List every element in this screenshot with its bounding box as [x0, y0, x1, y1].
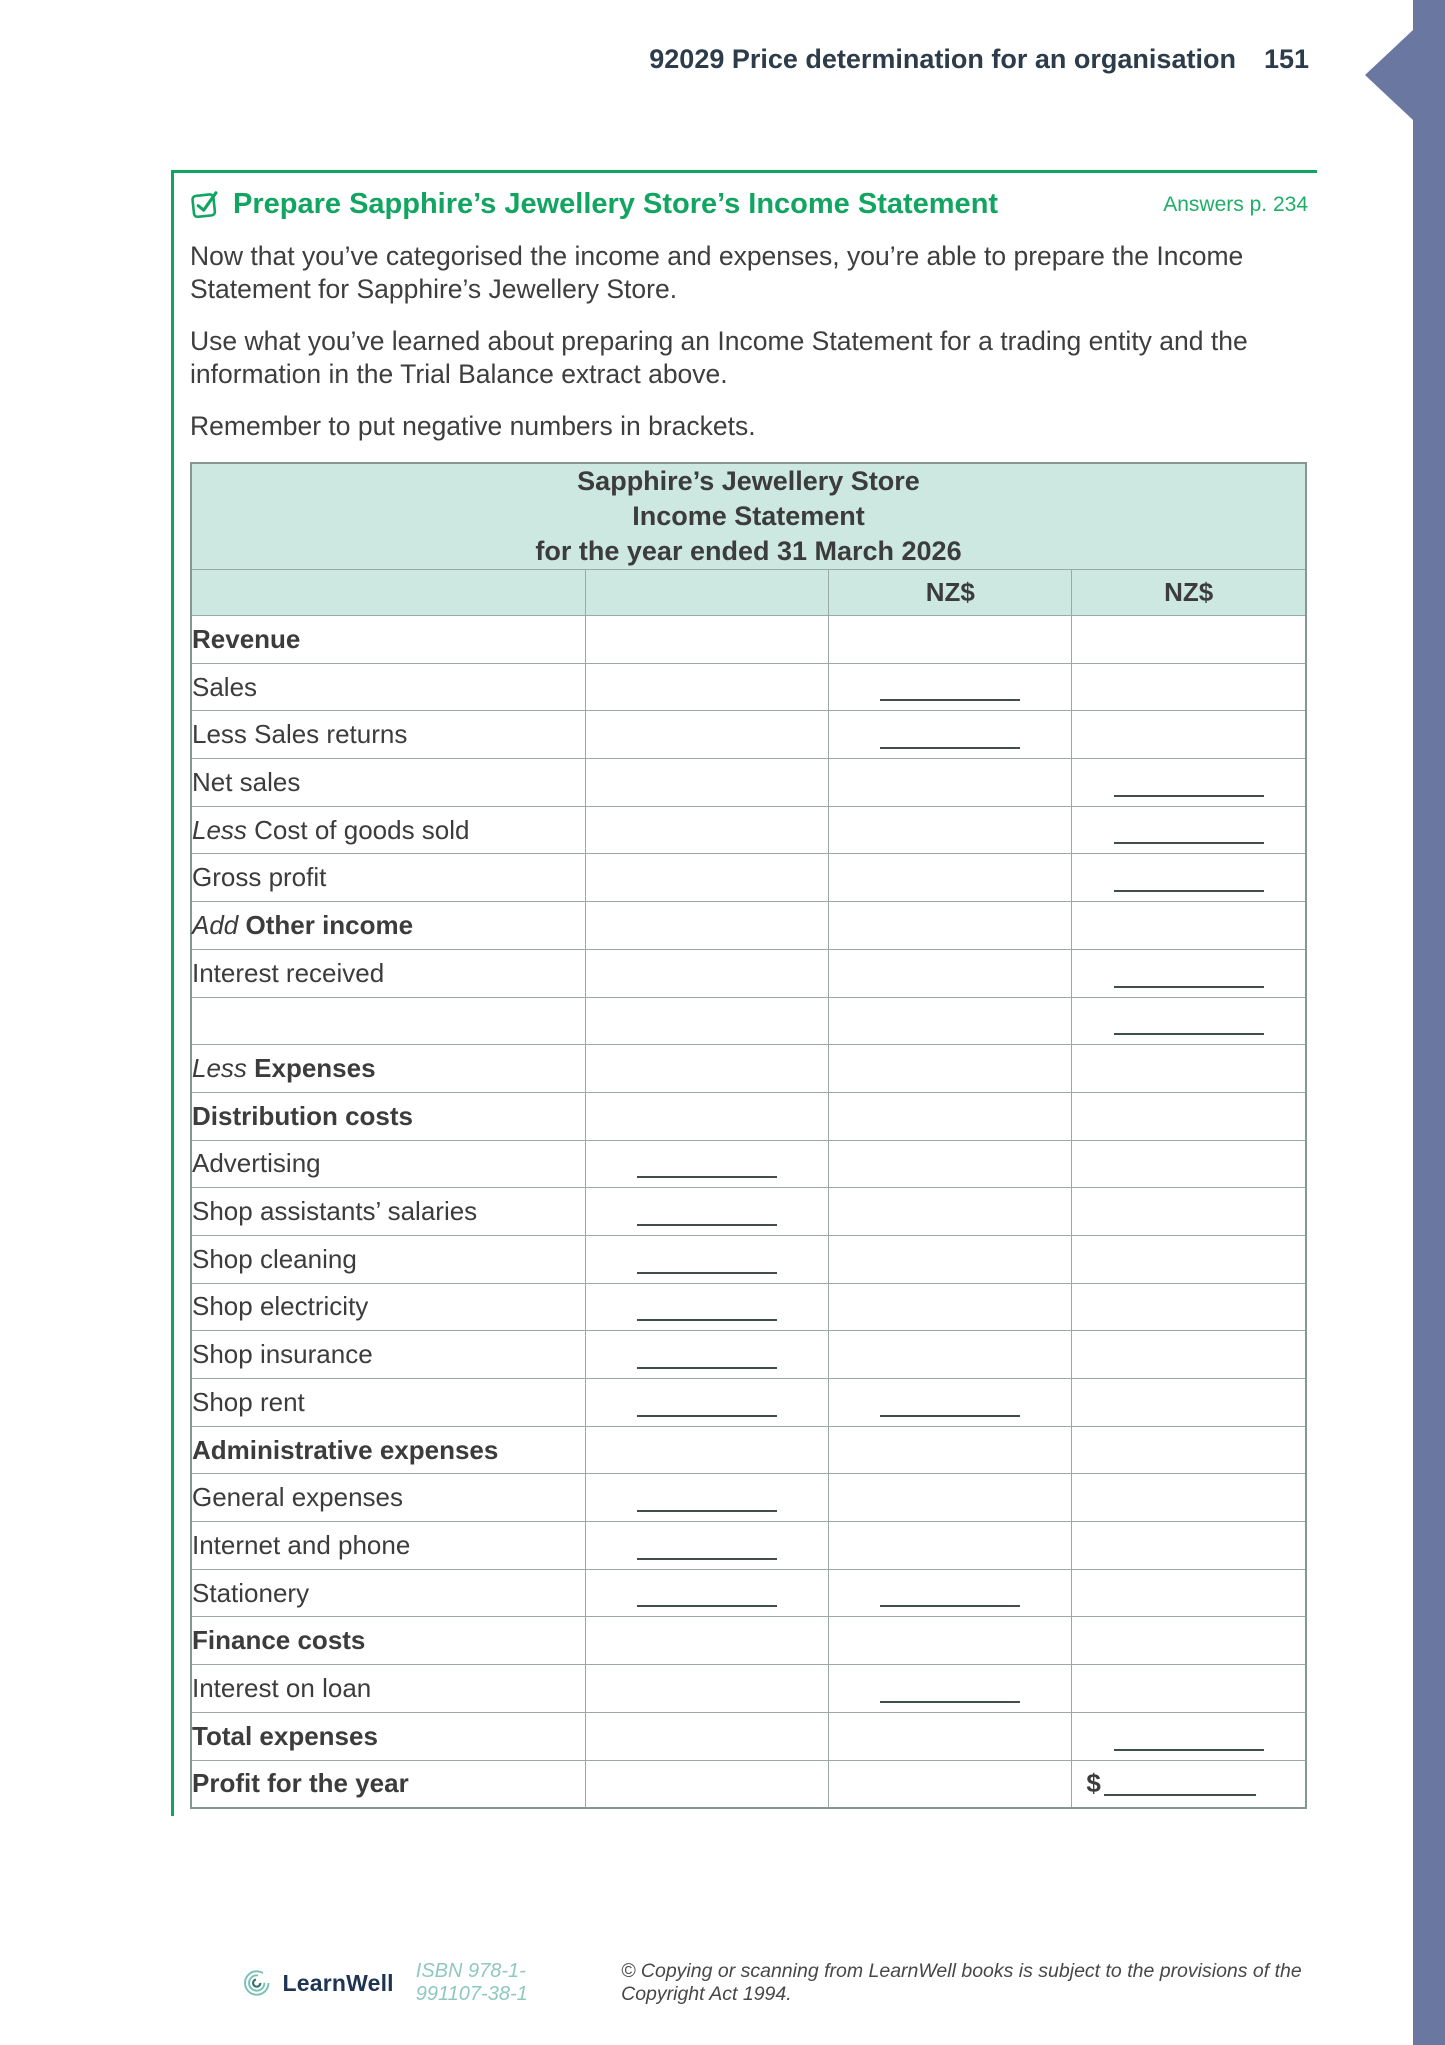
- row-label-text: Total expenses: [192, 1720, 378, 1751]
- amount-cell: [586, 1474, 829, 1522]
- amount-cell: [586, 1617, 829, 1665]
- statement-row: [191, 1235, 1306, 1283]
- statement-row: [191, 1617, 1306, 1665]
- amount-cell: [829, 1665, 1072, 1713]
- amount-cell: [586, 1569, 829, 1617]
- row-label: [191, 1426, 586, 1474]
- row-label: [191, 902, 586, 950]
- statement-row: [191, 997, 1306, 1045]
- row-label: [191, 854, 586, 902]
- amount-cell: [1072, 902, 1306, 950]
- statement-row: [191, 616, 1306, 664]
- answer-line[interactable]: [637, 1367, 777, 1369]
- statement-title-row: [191, 463, 1306, 570]
- chapter-title: 92029 Price determination for an organisation: [649, 44, 1236, 74]
- amount-cell: [1072, 1140, 1306, 1188]
- answer-line[interactable]: [1114, 986, 1264, 988]
- answer-line[interactable]: [880, 747, 1020, 749]
- answer-line[interactable]: [880, 1605, 1020, 1607]
- answer-line[interactable]: [880, 1415, 1020, 1417]
- amount-cell: [829, 1045, 1072, 1093]
- statement-row: [191, 1188, 1306, 1236]
- row-label-text: Add: [192, 909, 246, 940]
- intro-paragraph: Now that you’ve categorised the income and expenses, you’re able to prepare the Income Statement for Sapphire’s Jewellery Store.: [190, 241, 1244, 304]
- row-label: [191, 1569, 586, 1617]
- row-label-text: Internet and phone: [192, 1529, 411, 1560]
- amount-cell: [829, 1760, 1072, 1808]
- row-label: [191, 616, 586, 664]
- row-label: [191, 1379, 586, 1427]
- amount-cell: [1072, 759, 1306, 807]
- amount-cell: [586, 1331, 829, 1379]
- statement-row: [191, 1712, 1306, 1760]
- column-header-nz: NZ$: [1072, 570, 1306, 616]
- profit-amount-field: [1086, 1768, 1255, 1799]
- amount-cell: [1072, 1045, 1306, 1093]
- statement-row: [191, 759, 1306, 807]
- amount-cell: [1072, 616, 1306, 664]
- statement-report-name: Income Statement: [632, 501, 865, 531]
- amount-cell: [1072, 1760, 1306, 1808]
- column-header-blank: [191, 570, 586, 616]
- amount-cell: [1072, 1665, 1306, 1713]
- row-label: [191, 1188, 586, 1236]
- answer-line[interactable]: [1114, 1033, 1264, 1035]
- answer-line[interactable]: [637, 1510, 777, 1512]
- row-label: [191, 1474, 586, 1522]
- row-label: [191, 1140, 586, 1188]
- amount-cell: [1072, 997, 1306, 1045]
- amount-cell: [1072, 949, 1306, 997]
- answer-line[interactable]: [1104, 1794, 1256, 1796]
- copyright-text: © Copying or scanning from LearnWell books is subject to the provisions of the Copyright Act 1994.: [621, 1960, 1302, 2005]
- row-label: [191, 949, 586, 997]
- amount-cell: [829, 1474, 1072, 1522]
- amount-cell: [829, 949, 1072, 997]
- amount-cell: [829, 902, 1072, 950]
- row-label-text: Shop assistants’ salaries: [192, 1196, 478, 1227]
- statement-row: [191, 1283, 1306, 1331]
- answer-line[interactable]: [637, 1272, 777, 1274]
- amount-cell: [829, 759, 1072, 807]
- amount-cell: [829, 1426, 1072, 1474]
- row-label: [191, 759, 586, 807]
- brand-name: LearnWell: [282, 1969, 394, 1996]
- statement-row: [191, 854, 1306, 902]
- learnwell-logo-icon: [243, 1966, 270, 2000]
- amount-cell: [586, 949, 829, 997]
- amount-cell: [586, 806, 829, 854]
- row-label-text: Stationery: [192, 1577, 310, 1608]
- checkbox-check-icon: [188, 186, 221, 220]
- statement-row: [191, 1045, 1306, 1093]
- amount-cell: [1072, 1188, 1306, 1236]
- statement-row: [191, 663, 1306, 711]
- statement-row: [191, 806, 1306, 854]
- row-label: [191, 711, 586, 759]
- amount-cell: [829, 1569, 1072, 1617]
- amount-cell: [829, 806, 1072, 854]
- statement-row: [191, 1569, 1306, 1617]
- amount-cell: [586, 663, 829, 711]
- answer-line[interactable]: [637, 1605, 777, 1607]
- row-label-text: Other income: [245, 909, 414, 940]
- amount-cell: [829, 997, 1072, 1045]
- answer-line[interactable]: [637, 1558, 777, 1560]
- activity-box: [171, 170, 1317, 1816]
- row-label-text: Shop electricity: [192, 1291, 369, 1322]
- row-label: [191, 1092, 586, 1140]
- amount-cell: [829, 711, 1072, 759]
- answer-line[interactable]: [1114, 1749, 1264, 1751]
- answer-line[interactable]: [880, 1701, 1020, 1703]
- row-label-text: Cost of goods sold: [254, 814, 470, 845]
- amount-cell: [829, 616, 1072, 664]
- isbn-text: ISBN 978-1-991107-38-1: [415, 1960, 528, 2005]
- statement-row: [191, 1665, 1306, 1713]
- row-label: [191, 663, 586, 711]
- page-header: [649, 44, 1309, 75]
- row-label: [191, 1712, 586, 1760]
- activity-title-row: [190, 188, 998, 221]
- amount-cell: [586, 1188, 829, 1236]
- statement-row: [191, 1379, 1306, 1427]
- amount-cell: [1072, 806, 1306, 854]
- amount-cell: [586, 1522, 829, 1570]
- answer-line[interactable]: [1114, 890, 1264, 892]
- row-label-text: Finance costs: [192, 1625, 366, 1656]
- statement-row: [191, 949, 1306, 997]
- amount-cell: [829, 1092, 1072, 1140]
- page-number: 151: [1263, 44, 1309, 74]
- answer-line[interactable]: [880, 699, 1020, 701]
- statement-row: [191, 902, 1306, 950]
- row-label-text: Administrative expenses: [192, 1434, 499, 1465]
- row-label-text: Revenue: [192, 623, 301, 654]
- row-label: [191, 1522, 586, 1570]
- row-label-text: Sales: [192, 671, 258, 702]
- amount-cell: [586, 1283, 829, 1331]
- amount-cell: [1072, 1283, 1306, 1331]
- statement-row: [191, 1140, 1306, 1188]
- row-label: [191, 1617, 586, 1665]
- row-label-text: Advertising: [192, 1148, 321, 1179]
- row-label-text: Interest received: [192, 957, 385, 988]
- amount-cell: [829, 1235, 1072, 1283]
- amount-cell: [1072, 1522, 1306, 1570]
- amount-cell: [586, 616, 829, 664]
- amount-cell: [586, 711, 829, 759]
- amount-cell: [1072, 711, 1306, 759]
- amount-cell: [829, 1712, 1072, 1760]
- amount-cell: [1072, 1617, 1306, 1665]
- statement-row: [191, 1474, 1306, 1522]
- amount-cell: [829, 854, 1072, 902]
- row-label: [191, 1235, 586, 1283]
- row-label: [191, 1760, 586, 1808]
- amount-cell: [586, 1426, 829, 1474]
- amount-cell: [586, 1045, 829, 1093]
- amount-cell: [586, 997, 829, 1045]
- row-label-text: Distribution costs: [192, 1100, 414, 1131]
- statement-row: [191, 1760, 1306, 1808]
- amount-cell: [829, 1188, 1072, 1236]
- row-label-text: Net sales: [192, 766, 301, 797]
- amount-cell: [586, 1140, 829, 1188]
- row-label-text: Less: [192, 814, 255, 845]
- amount-cell: [829, 1617, 1072, 1665]
- statement-period: for the year ended 31 March 2026: [535, 536, 962, 566]
- amount-cell: [586, 854, 829, 902]
- amount-cell: [829, 1331, 1072, 1379]
- amount-cell: [1072, 663, 1306, 711]
- answer-line[interactable]: [1114, 842, 1264, 844]
- answer-line[interactable]: [637, 1224, 777, 1226]
- row-label: [191, 1045, 586, 1093]
- row-label: [191, 1283, 586, 1331]
- statement-row: [191, 1092, 1306, 1140]
- answer-line[interactable]: [637, 1176, 777, 1178]
- statement-entity-name: Sapphire’s Jewellery Store: [577, 466, 920, 496]
- column-header-nz: NZ$: [829, 570, 1072, 616]
- row-label: [191, 1665, 586, 1713]
- column-header-blank: [586, 570, 829, 616]
- statement-row: [191, 1331, 1306, 1379]
- amount-cell: [829, 663, 1072, 711]
- reminder-paragraph: Remember to put negative numbers in brackets.: [190, 411, 756, 441]
- amount-cell: [829, 1140, 1072, 1188]
- amount-cell: [586, 1379, 829, 1427]
- row-label-text: Less Sales returns: [192, 719, 408, 750]
- amount-cell: [586, 1712, 829, 1760]
- row-label: [191, 806, 586, 854]
- amount-cell: [1072, 1331, 1306, 1379]
- amount-cell: [829, 1522, 1072, 1570]
- amount-cell: [586, 1760, 829, 1808]
- amount-cell: [1072, 1474, 1306, 1522]
- answer-line[interactable]: [637, 1319, 777, 1321]
- row-label-text: General expenses: [192, 1482, 404, 1513]
- amount-cell: [829, 1379, 1072, 1427]
- row-label-text: Shop insurance: [192, 1339, 373, 1370]
- amount-cell: [1072, 1426, 1306, 1474]
- statement-row: [191, 711, 1306, 759]
- activity-title: Prepare Sapphire’s Jewellery Store’s Income Statement: [233, 188, 999, 220]
- answer-line[interactable]: [1114, 795, 1264, 797]
- dollar-sign: $: [1086, 1767, 1101, 1798]
- row-label: [191, 997, 586, 1045]
- amount-cell: [586, 1665, 829, 1713]
- amount-cell: [1072, 1235, 1306, 1283]
- statement-row: [191, 1522, 1306, 1570]
- row-label-text: Interest on loan: [192, 1672, 372, 1703]
- row-label-text: Gross profit: [192, 862, 327, 893]
- amount-cell: [586, 759, 829, 807]
- statement-title-cell: [191, 463, 1306, 570]
- amount-cell: [586, 1092, 829, 1140]
- amount-cell: [1072, 1092, 1306, 1140]
- page-edge-tab-arrow-icon: [1363, 0, 1445, 2045]
- activity-header: [190, 188, 1308, 221]
- page-footer: [243, 1960, 1313, 2006]
- answer-line[interactable]: [637, 1415, 777, 1417]
- amount-cell: [1072, 854, 1306, 902]
- row-label-text: Less: [192, 1053, 255, 1084]
- row-label-text: Expenses: [254, 1053, 376, 1084]
- row-label-text: Profit for the year: [192, 1768, 409, 1799]
- row-label: [191, 1331, 586, 1379]
- amount-cell: [586, 1235, 829, 1283]
- amount-cell: [1072, 1569, 1306, 1617]
- amount-cell: [1072, 1712, 1306, 1760]
- amount-cell: [1072, 1379, 1306, 1427]
- row-label-text: Shop cleaning: [192, 1243, 357, 1274]
- income-statement-table: [190, 462, 1307, 1809]
- column-header-row: [191, 570, 1306, 616]
- amount-cell: [586, 902, 829, 950]
- statement-row: [191, 1426, 1306, 1474]
- answers-reference: Answers p. 234: [1163, 192, 1308, 216]
- row-label-text: Shop rent: [192, 1386, 305, 1417]
- amount-cell: [829, 1283, 1072, 1331]
- instruction-paragraph: Use what you’ve learned about preparing an Income Statement for a trading entity and the information in the Trial Balance extract above.: [190, 326, 1248, 389]
